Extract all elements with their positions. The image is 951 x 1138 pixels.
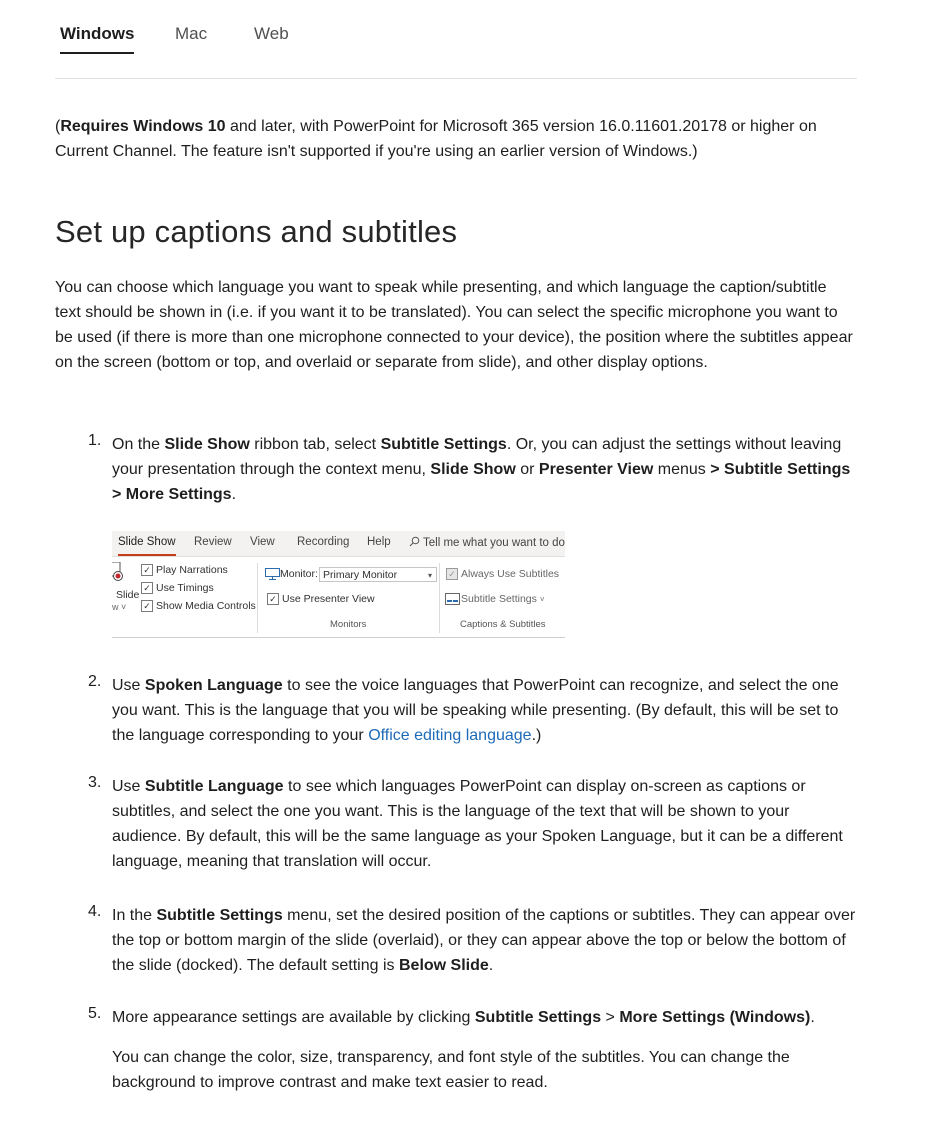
play-narrations-label: Play Narrations (156, 564, 228, 576)
ribbon-screenshot (112, 531, 565, 638)
bold-run: Subtitle Language (144, 778, 284, 795)
use-presenter-view-checkbox: ✓ (267, 593, 279, 605)
tab-windows[interactable] (60, 24, 134, 44)
ribbon-tab-help: Help (367, 536, 391, 548)
section-heading: Set up captions and subtitles (55, 214, 458, 249)
subtitle-settings-text: Subtitle Settings (461, 593, 537, 605)
ribbon-tab-label: Slide Show (118, 536, 176, 548)
bold-run: Slide Show (164, 436, 250, 453)
always-use-subtitles-label: Always Use Subtitles (461, 568, 560, 580)
step-number: 4. (88, 903, 102, 920)
office-editing-language-link[interactable]: Office editing language (368, 727, 532, 744)
captions-group-label: Captions & Subtitles (460, 619, 546, 630)
ribbon-body (112, 556, 565, 638)
search-icon (409, 536, 420, 547)
group-separator (257, 563, 258, 633)
bold-run: Below Slide (398, 957, 489, 974)
play-narrations-checkbox: ✓ (141, 564, 153, 576)
ribbon-tab-view: View (250, 536, 275, 548)
always-use-subtitles-checkbox: ✓ (446, 568, 458, 580)
text-run: .) (531, 727, 542, 744)
tab-web-label: Web (254, 24, 289, 43)
tell-me-label: Tell me what you want to do (423, 537, 565, 549)
step-text (112, 903, 857, 978)
step-text (112, 432, 857, 507)
requirements-bold: Requires Windows 10 (60, 118, 226, 135)
dropdown-arrow-icon: ▾ (427, 571, 432, 580)
requirements-text: and later, with PowerPoint for Microsoft 365 version 16.0.11601.20178 or higher on Current Channel. The feature isn't supported if you're using an earlier version of Windows.) (55, 118, 817, 160)
monitor-value: Primary Monitor (323, 569, 398, 581)
step-text (112, 1005, 857, 1030)
text-run: or (515, 461, 539, 478)
text-run: ribbon tab, select (249, 436, 381, 453)
text-run: menus (653, 461, 711, 478)
bold-run: Presenter View (538, 461, 654, 478)
bold-run: Subtitle Settings (380, 436, 507, 453)
use-timings-checkbox: ✓ (141, 582, 153, 594)
chevron-down-icon: ˅ (539, 595, 545, 604)
text-run: . (810, 1009, 815, 1026)
text-run: More appearance settings are available by clicking (112, 1009, 475, 1026)
text-run: to see the voice languages that PowerPoint can recognize, and select the one you want. This is the language that you will be speaking while presenting. (By default, this will be set to the language corresponding to your (112, 677, 839, 744)
tabs-divider (55, 78, 857, 79)
monitor-label: Monitor: (280, 568, 318, 580)
group-separator (439, 563, 440, 633)
subtitle-settings-label (461, 593, 544, 605)
text-run: . (488, 957, 494, 974)
text-run: Use (112, 778, 145, 795)
ribbon-tabs (112, 531, 565, 556)
monitor-icon (265, 568, 280, 580)
bold-run: Subtitle Settings (474, 1009, 602, 1026)
monitors-group-label: Monitors (330, 619, 367, 630)
text-run: . (231, 486, 237, 503)
ribbon-tab-slide-show (118, 536, 176, 548)
text-run: In the (112, 907, 157, 924)
slide-label: Slide (116, 589, 140, 601)
record-slide-icon (112, 562, 126, 584)
captions-group (444, 557, 565, 638)
step-text (112, 673, 857, 748)
bold-run: Subtitle Settings (156, 907, 283, 924)
subtitle-settings-icon (445, 593, 460, 605)
step-text (112, 774, 857, 874)
requirements-note: (Requires Windows 10 and later, with PowerPoint for Microsoft 365 version 16.0.11601.20178 or higher on Current Channel. The feature isn't supported if you're using an earlier version of Windows.) (55, 118, 817, 160)
step-number: 5. (88, 1005, 102, 1022)
ribbon-tab-recording: Recording (297, 536, 350, 548)
tab-mac-label: Mac (175, 24, 208, 43)
monitor-select (319, 567, 437, 582)
bold-run: Slide Show (430, 461, 516, 478)
intro-paragraph: You can choose which language you want to speak while presenting, and which language the caption/subtitle text should be shown in (i.e. if you want it to be translated). You can select the specific microphone you want to be used (if there is more than one microphone connected to your device), the position where the subtitles appear on the screen (bottom or top, and overlaid or separate from slide), and other display options. (55, 279, 853, 371)
tab-mac[interactable] (175, 24, 207, 44)
bold-run: More Settings (Windows) (619, 1009, 811, 1026)
text-run: . Or, you can adjust the settings without leaving your presentation through the context menu, (112, 436, 842, 478)
tab-web[interactable] (254, 24, 289, 44)
step-number: 2. (88, 673, 102, 690)
monitors-group (264, 557, 439, 638)
use-timings-label: Use Timings (156, 582, 214, 594)
text-run: > (601, 1009, 620, 1026)
step-number: 1. (88, 432, 102, 449)
tab-windows-underline (60, 52, 134, 54)
text-run: to see which languages PowerPoint can display on-screen as captions or subtitles, and select the one you want. This is the language of the text that will be shown to your audience. By default, this will be the same language as your Spoken Language, but it can be a different language, meaning that translation will occur. (112, 778, 843, 870)
text-run: menu, set the desired position of the captions or subtitles. They can appear over the top or bottom margin of the slide (overlaid), or they can appear above the top or below the bottom of the slide (docked). The default setting is (112, 907, 856, 974)
ribbon-tell-me (409, 536, 565, 549)
text-run: Use (112, 677, 145, 694)
use-presenter-view-label: Use Presenter View (282, 593, 375, 605)
show-media-controls-label: Show Media Controls (156, 600, 256, 612)
bold-run: > Subtitle Settings > More Settings (112, 461, 851, 503)
text-run: On the (112, 436, 165, 453)
step-5-extra-text: You can change the color, size, transparency, and font style of the subtitles. You can change the background to improve contrast and make text easier to read. (112, 1049, 790, 1091)
bold-run: Spoken Language (144, 677, 283, 694)
slide-sub-label: w ˅ (112, 602, 127, 612)
step-number: 3. (88, 774, 102, 791)
show-media-controls-checkbox: ✓ (141, 600, 153, 612)
ribbon-tab-review: Review (194, 536, 232, 548)
tab-windows-label: Windows (60, 24, 135, 43)
